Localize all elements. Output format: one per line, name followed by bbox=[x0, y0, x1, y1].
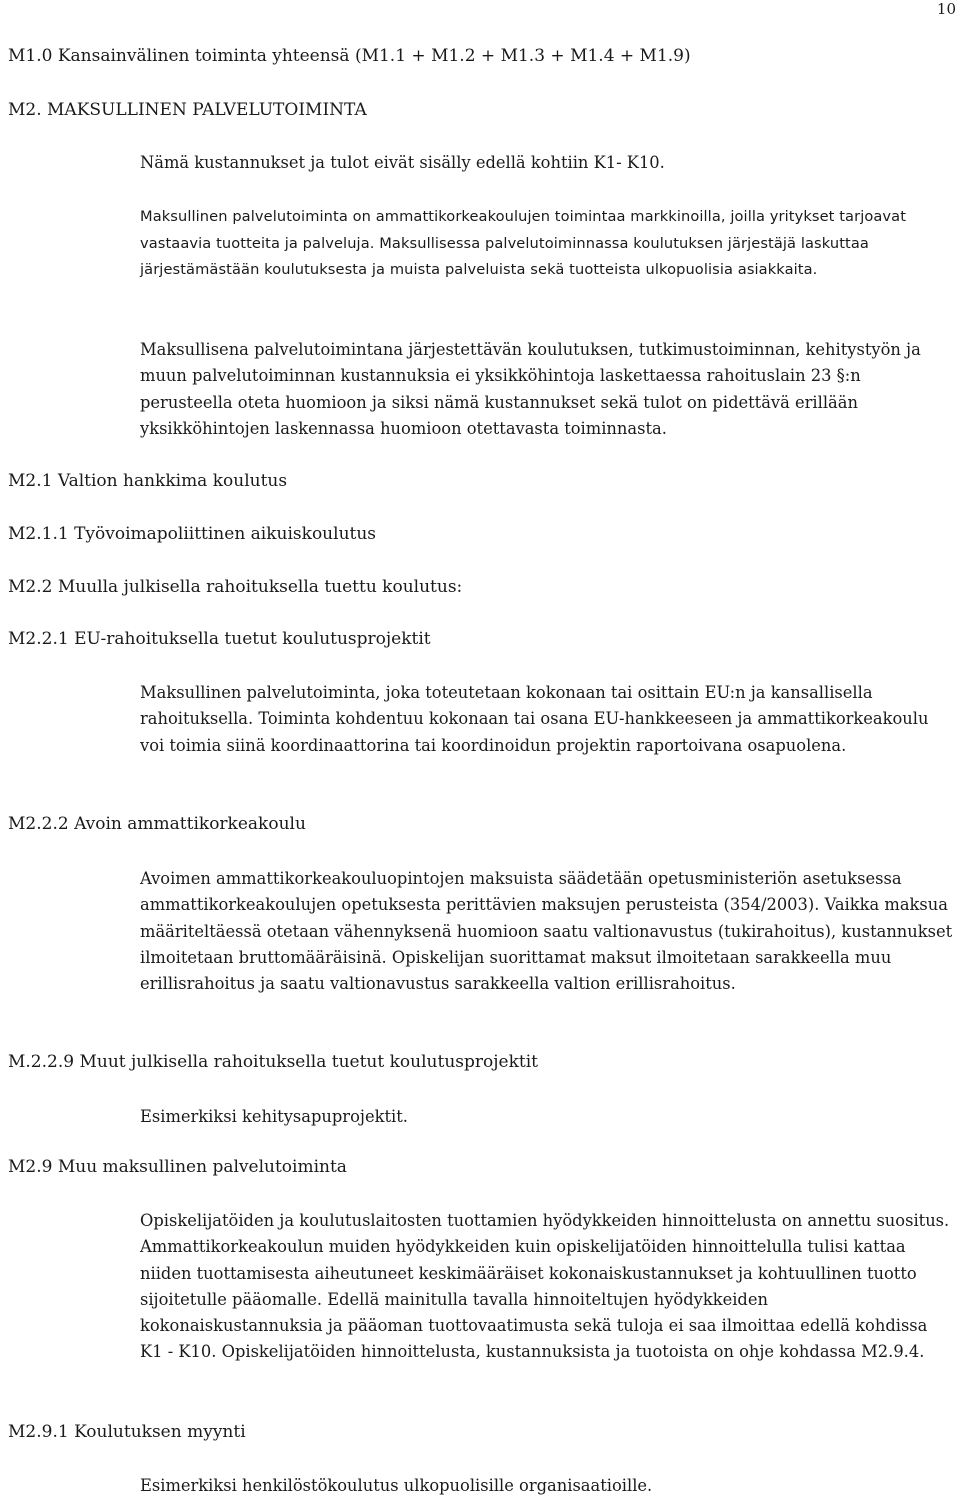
m2-definition-paragraph: Maksullinen palvelutoiminta on ammattikorkeakoulujen toimintaa markkinoilla, joilla yritykset tarjoavat vastaavia tuotteita ja palveluja. Maksullisessa palvelutoiminnassa koulutuksen järjestäjä laskuttaa järjestämästään koulutuksesta ja muista palveluista sekä tuotteista ulkopuolisia asiakkaita. bbox=[140, 208, 907, 278]
page-number: 10 bbox=[936, 0, 956, 18]
heading-m2-1-1: M2.1.1 Työvoimapoliittinen aikuiskoulutus bbox=[8, 524, 377, 544]
m2-2-2-paragraph: Avoimen ammattikorkeakouluopintojen maksuista säädetään opetusministeriön asetuksessa ammattikorkeakoulujen opetuksesta perittävien maksujen perusteista (354/2003). Vaikka maksua määriteltäessä otetaan vähennyksenä huomioon saatu valtionavustus (tukirahoitus), kustannukset ilmoitetaan bruttomääräisinä. Opiskelijan suorittamat maksut ilmoitetaan sarakkeella muu erillisrahoitus ja saatu valtionavustus sarakkeella valtion erillisrahoitus. bbox=[140, 869, 953, 994]
heading-m2-9-1: M2.9.1 Koulutuksen myynti bbox=[8, 1422, 246, 1442]
m2-2-9-paragraph: Esimerkiksi kehitysapuprojektit. bbox=[140, 1107, 408, 1126]
heading-m2-2-2: M2.2.2 Avoin ammattikorkeakoulu bbox=[8, 814, 306, 834]
m2-scope-note: Nämä kustannukset ja tulot eivät sisälly edellä kohtiin K1- K10. bbox=[140, 153, 665, 172]
heading-m2-1: M2.1 Valtion hankkima koulutus bbox=[8, 471, 288, 491]
heading-m2-2: M2.2 Muulla julkisella rahoituksella tuettu koulutus: bbox=[8, 577, 463, 597]
heading-m2-9: M2.9 Muu maksullinen palvelutoiminta bbox=[8, 1157, 347, 1177]
heading-m2-2-1: M2.2.1 EU-rahoituksella tuetut koulutusprojektit bbox=[8, 629, 431, 649]
m2-9-1-paragraph: Esimerkiksi henkilöstökoulutus ulkopuolisille organisaatioille. bbox=[140, 1476, 653, 1495]
m2-costing-paragraph: Maksullisena palvelutoimintana järjestettävän koulutuksen, tutkimustoiminnan, kehitystyön ja muun palvelutoiminnan kustannuksia ei yksikköhintoja laskettaessa rahoituslain 23 §:n perusteella oteta huomioon ja siksi nämä kustannukset sekä tulot on pidettävä erillään yksikköhintojen laskennassa huomioon otettavasta toiminnasta. bbox=[140, 340, 921, 438]
heading-m2-2-9: M.2.2.9 Muut julkisella rahoituksella tuetut koulutusprojektit bbox=[8, 1052, 538, 1072]
m2-2-1-paragraph: Maksullinen palvelutoiminta, joka toteutetaan kokonaan tai osittain EU:n ja kansallisella rahoituksella. Toiminta kohdentuu kokonaan tai osana EU-hankkeeseen ja ammattikorkeakoulu voi toimia siinä koordinaattorina tai koordinoidun projektin raportoivana osapuolena. bbox=[140, 683, 929, 755]
heading-m1-0: M1.0 Kansainvälinen toiminta yhteensä (M1.1 + M1.2 + M1.3 + M1.4 + M1.9) bbox=[8, 46, 691, 66]
m2-9-paragraph: Opiskelijatöiden ja koulutuslaitosten tuottamien hyödykkeiden hinnoittelusta on annettu suositus. Ammattikorkeakoulun muiden hyödykkeiden kuin opiskelijatöiden hinnoittelulla tulisi kattaa niiden tuottamisesta aiheutuneet keskimääräiset kokonaiskustannukset ja kohtuullinen tuotto sijoitetulle pääomalle. Edellä mainitulla tavalla hinnoiteltujen hyödykkeiden kokonaiskustannuksia ja pääoman tuottovaatimusta sekä tuloja ei saa ilmoittaa edellä kohdissa K1 - K10. Opiskelijatöiden hinnoittelusta, kustannuksista ja tuotoista on ohje kohdassa M2.9.4. bbox=[140, 1211, 950, 1362]
heading-m2: M2. MAKSULLINEN PALVELUTOIMINTA bbox=[8, 100, 367, 120]
